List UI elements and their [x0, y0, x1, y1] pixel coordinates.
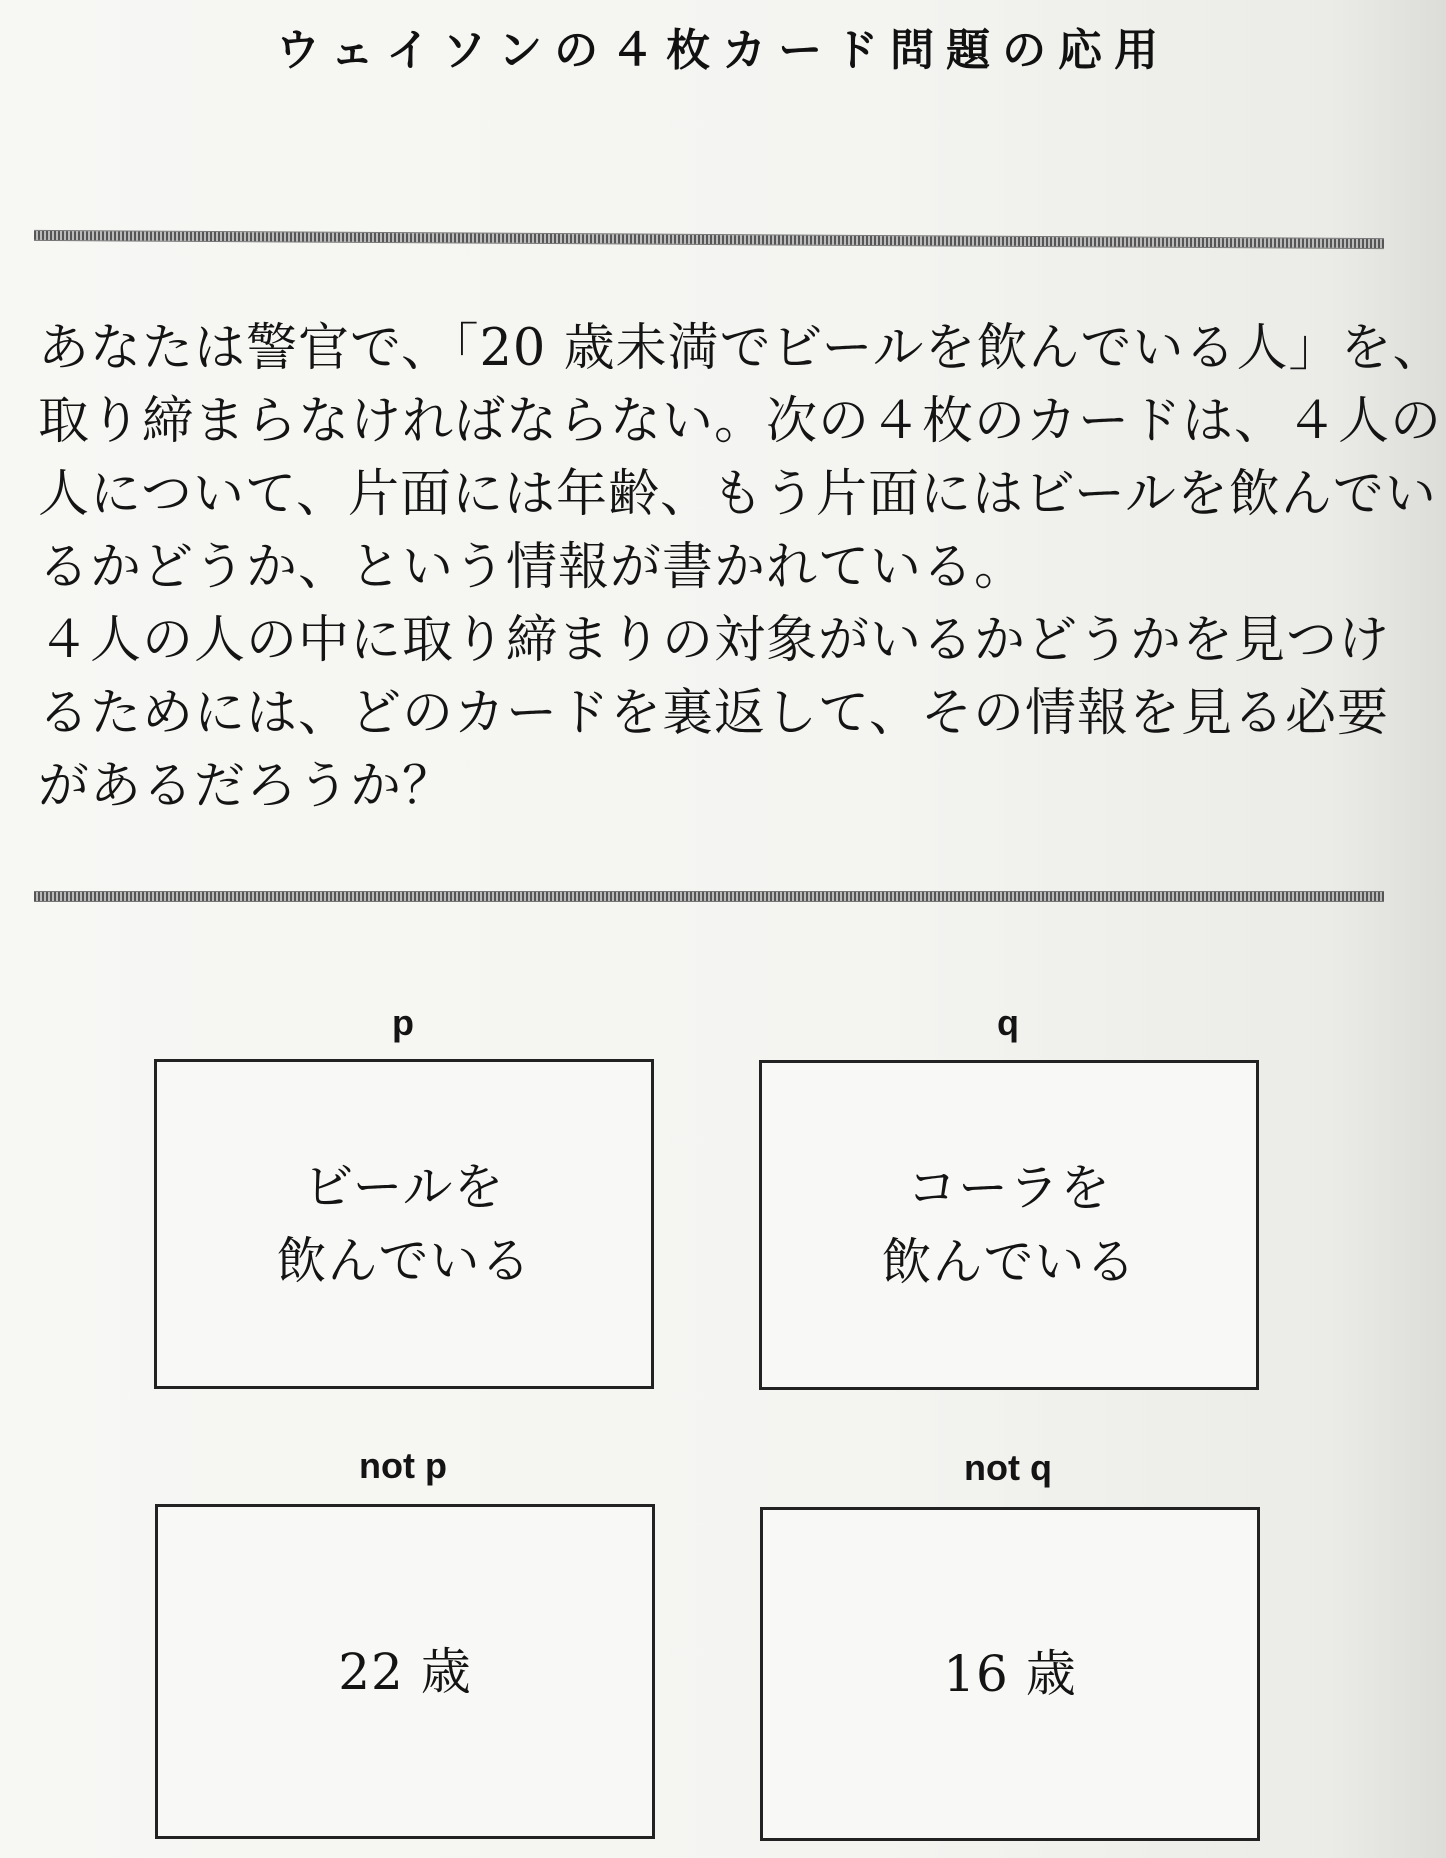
card-q-text — [882, 1151, 1137, 1299]
question-line: あなたは警官で、「20 歳未満でビールを飲んでいる人」を、 — [38, 319, 1445, 378]
card-p[interactable] — [154, 1059, 654, 1389]
card-label-not-q: not q — [964, 1447, 1052, 1488]
card-q-line-2: 飲んでいる — [881, 1233, 1137, 1291]
card-p-text — [277, 1150, 532, 1298]
question-line: るかどうか、という情報が書かれている。 — [38, 538, 1027, 597]
question-text — [38, 312, 1445, 823]
card-not-q[interactable] — [760, 1507, 1260, 1841]
card-label-q: q — [997, 1002, 1019, 1043]
card-not-p-line-1: 22 歳 — [338, 1642, 472, 1701]
page-title: ウェイソンの４枚カード問題の応用 — [275, 25, 1171, 76]
question-line: があるだろうか？ — [38, 757, 455, 816]
card-label-p: p — [392, 1002, 414, 1043]
bottom-divider — [34, 891, 1384, 902]
card-not-p[interactable] — [155, 1504, 655, 1839]
question-line: 取り締まらなければならない。次の４枚のカードは、４人の — [38, 392, 1443, 451]
top-divider — [34, 230, 1384, 249]
card-q-line-1: コーラを — [907, 1159, 1111, 1217]
question-line: ４人の人の中に取り締まりの対象がいるかどうかを見つけ — [38, 611, 1391, 670]
card-q[interactable] — [759, 1060, 1259, 1390]
card-not-p-text — [338, 1635, 472, 1709]
question-line: るためには、どのカードを裏返して、その情報を見る必要 — [38, 684, 1389, 743]
card-not-q-text — [943, 1637, 1077, 1711]
card-p-line-1: ビールを — [303, 1158, 505, 1216]
question-line: 人について、片面には年齢、もう片面にはビールを飲んでい — [38, 465, 1437, 524]
card-p-line-2: 飲んでいる — [276, 1232, 532, 1290]
card-not-q-line-1: 16 歳 — [943, 1645, 1077, 1703]
card-label-not-p: not p — [359, 1445, 447, 1486]
